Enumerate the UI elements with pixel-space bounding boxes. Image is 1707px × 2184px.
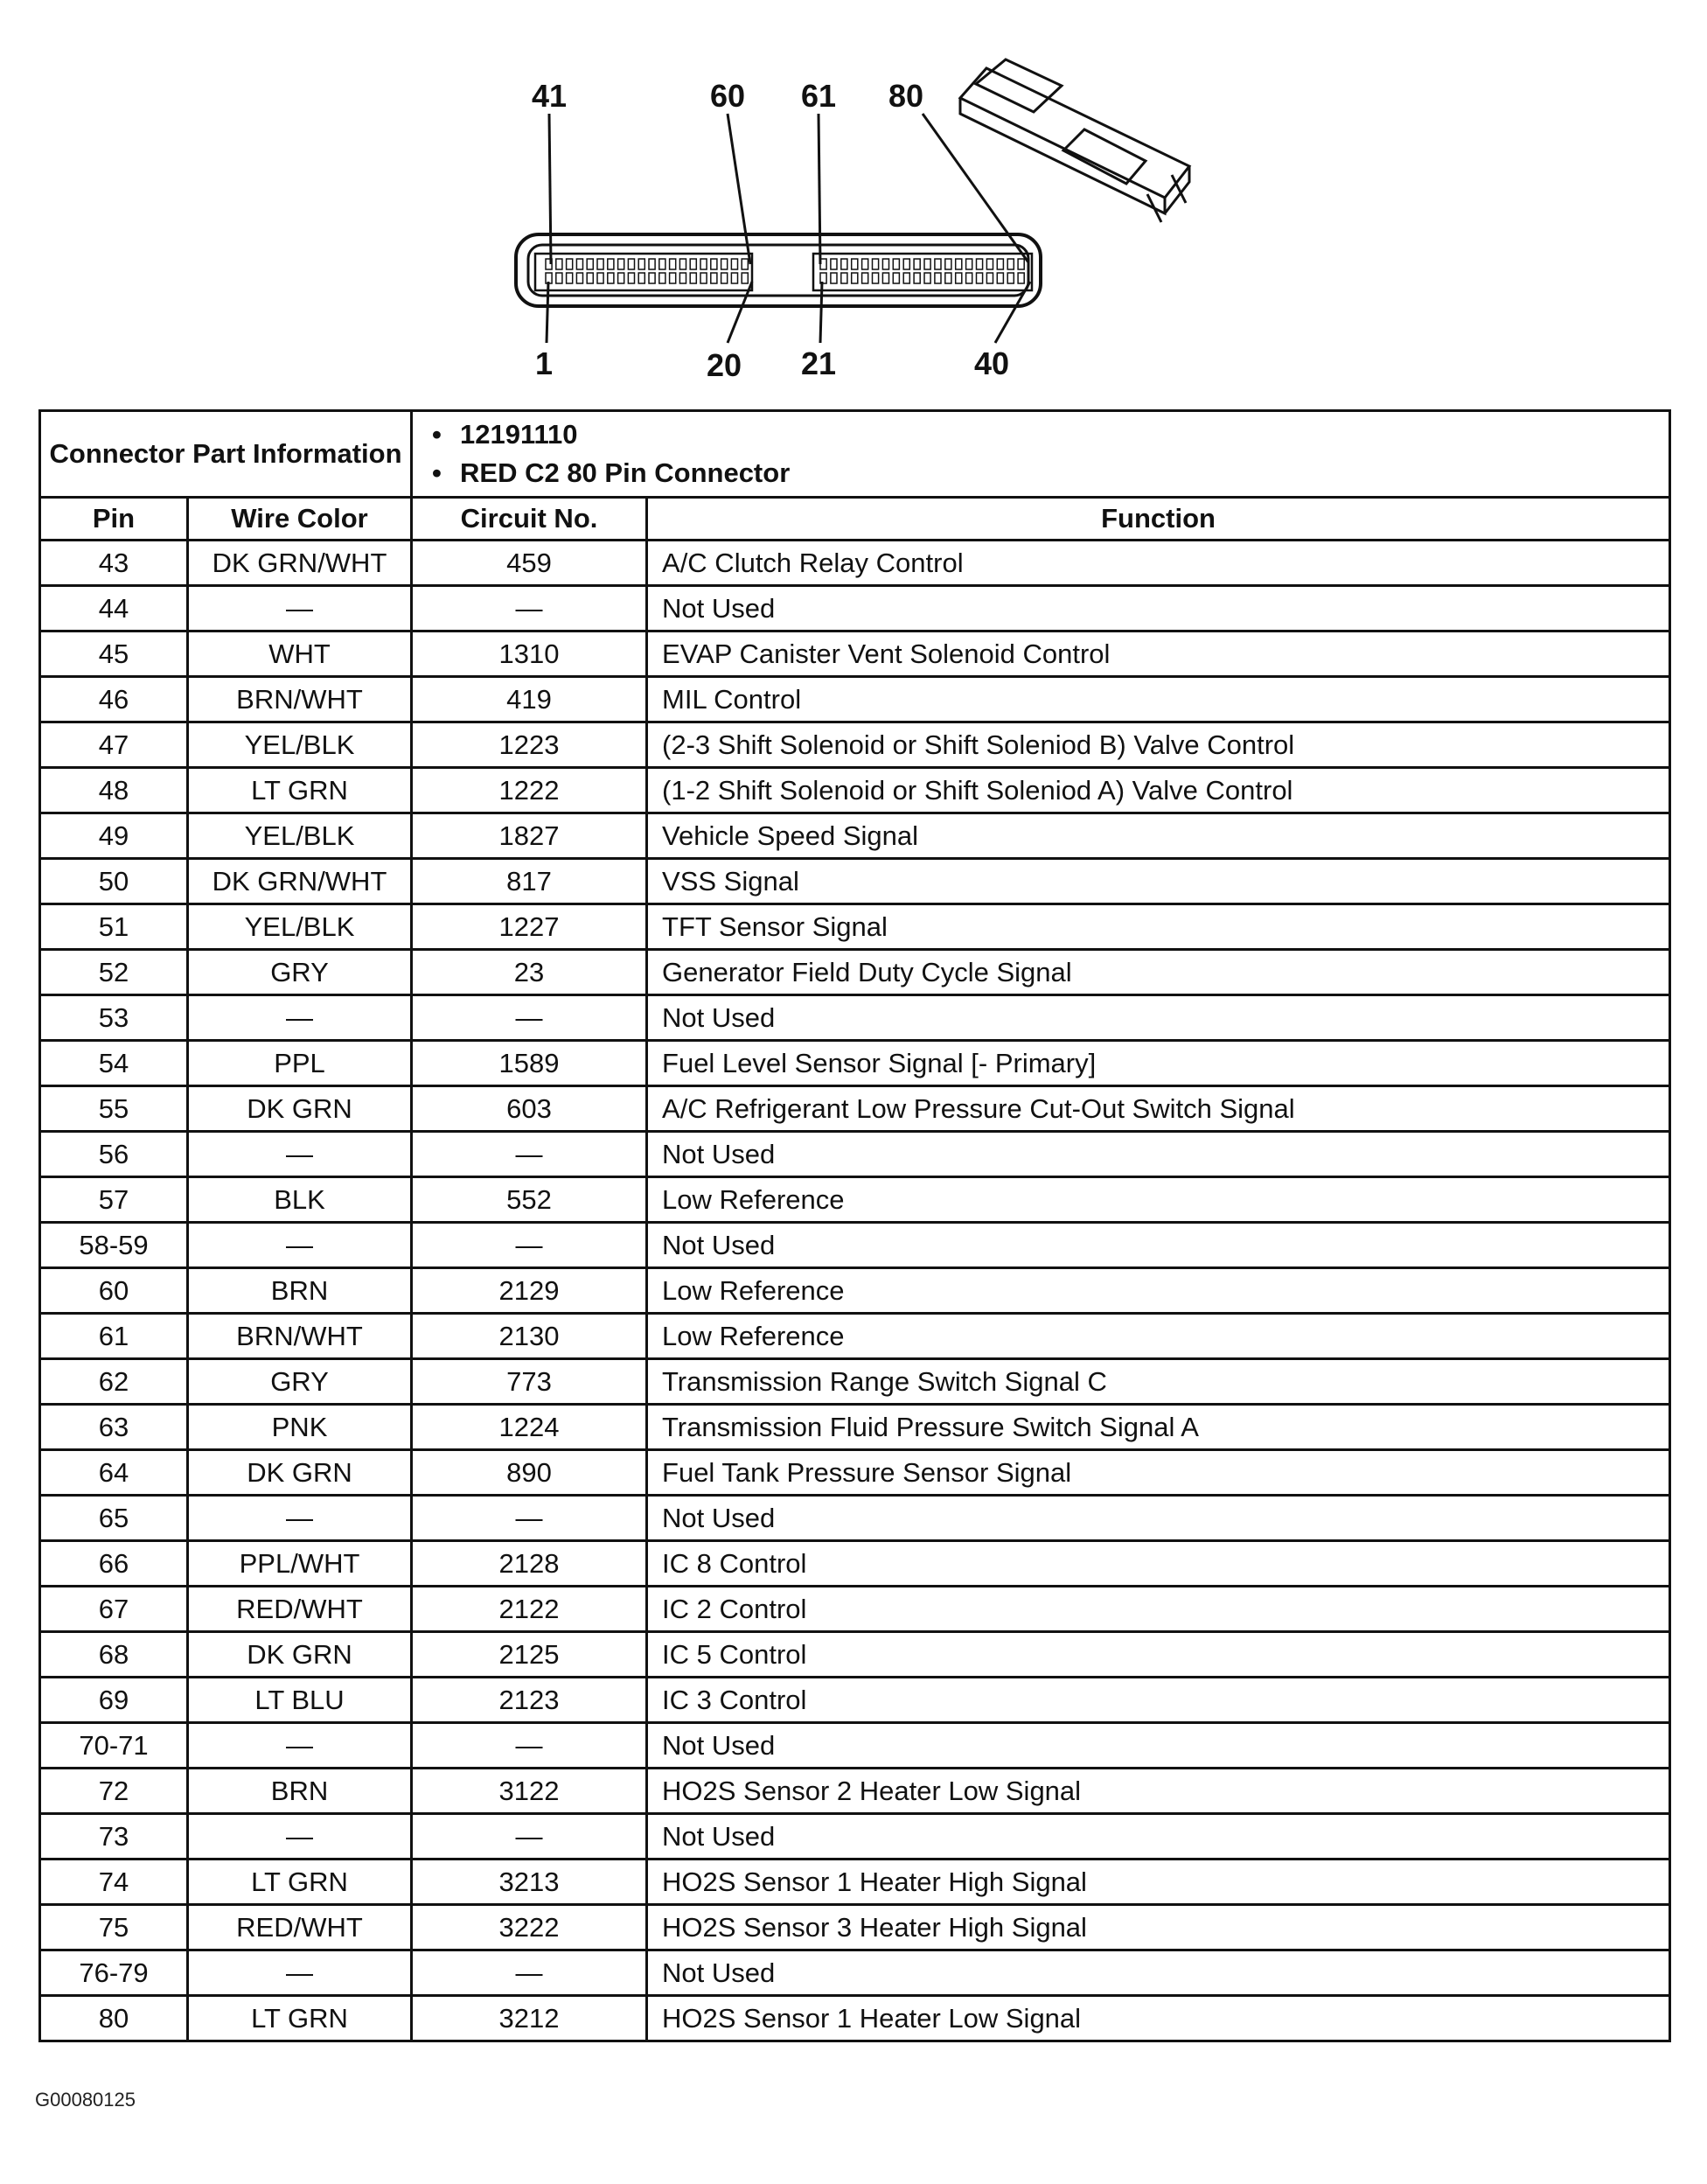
- wire-color-cell: BRN: [188, 1268, 412, 1314]
- leader-lines: [547, 114, 1030, 343]
- pin-cavity: [862, 259, 868, 269]
- circuit-cell: 552: [412, 1177, 647, 1223]
- wire-color-cell: BRN/WHT: [188, 677, 412, 722]
- pin-cavity: [742, 259, 748, 269]
- column-header-wire-color: Wire Color: [188, 498, 412, 541]
- pin-cavity: [628, 273, 634, 283]
- pin-label-top: 80: [888, 78, 924, 114]
- pin-cell: 45: [40, 631, 188, 677]
- wire-color-cell: YEL/BLK: [188, 904, 412, 950]
- pin-cavity: [690, 259, 696, 269]
- table-row: [40, 677, 1670, 722]
- circuit-cell: 2128: [412, 1541, 647, 1587]
- pin-cell: 60: [40, 1268, 188, 1314]
- pin-cavity: [649, 273, 655, 283]
- wire-color-cell: BRN/WHT: [188, 1314, 412, 1359]
- pin-cavity: [893, 259, 899, 269]
- pin-cavity: [711, 259, 717, 269]
- table-row: [40, 1860, 1670, 1905]
- function-cell: Not Used: [647, 586, 1670, 631]
- pin-cell: 49: [40, 813, 188, 859]
- pin-cavity: [670, 273, 676, 283]
- circuit-cell: 2125: [412, 1632, 647, 1678]
- circuit-cell: 3122: [412, 1769, 647, 1814]
- pin-cavity: [873, 259, 879, 269]
- pin-cavity: [587, 259, 593, 269]
- pin-cavity: [587, 273, 593, 283]
- pin-cell: 66: [40, 1541, 188, 1587]
- table-row: [40, 950, 1670, 995]
- pin-cell: 73: [40, 1814, 188, 1860]
- table-row: [40, 1086, 1670, 1132]
- pin-cell: 43: [40, 541, 188, 586]
- circuit-cell: 3212: [412, 1996, 647, 2041]
- table-row: [40, 631, 1670, 677]
- pinout-table: [38, 409, 1671, 2042]
- pin-cavity: [956, 259, 962, 269]
- pin-cell: 62: [40, 1359, 188, 1405]
- pin-cavity: [914, 259, 920, 269]
- pin-cavity: [556, 273, 562, 283]
- pin-cavity: [924, 259, 930, 269]
- pin-cell: 65: [40, 1496, 188, 1541]
- circuit-cell: —: [412, 1814, 647, 1860]
- function-cell: Transmission Fluid Pressure Switch Signal A: [647, 1405, 1670, 1450]
- circuit-cell: 419: [412, 677, 647, 722]
- wire-color-cell: —: [188, 1132, 412, 1177]
- pin-cavity: [597, 259, 603, 269]
- wire-color-cell: GRY: [188, 950, 412, 995]
- pin-cavity: [841, 259, 847, 269]
- table-row: [40, 904, 1670, 950]
- pin-cell: 67: [40, 1587, 188, 1632]
- wire-color-cell: —: [188, 586, 412, 631]
- function-cell: Not Used: [647, 995, 1670, 1041]
- table-row: [40, 1450, 1670, 1496]
- pin-cavity: [721, 259, 728, 269]
- pin-cell: 53: [40, 995, 188, 1041]
- function-cell: Fuel Level Sensor Signal [- Primary]: [647, 1041, 1670, 1086]
- pin-cavity: [700, 259, 707, 269]
- pin-cavity: [670, 259, 676, 269]
- connector-description: • RED C2 80 Pin Connector: [460, 454, 1669, 492]
- wire-color-cell: PPL/WHT: [188, 1541, 412, 1587]
- circuit-cell: —: [412, 1132, 647, 1177]
- function-cell: Fuel Tank Pressure Sensor Signal: [647, 1450, 1670, 1496]
- pin-cavity: [986, 273, 993, 283]
- circuit-cell: 1222: [412, 768, 647, 813]
- table-row: [40, 1905, 1670, 1950]
- wire-color-cell: DK GRN/WHT: [188, 859, 412, 904]
- pin-cell: 63: [40, 1405, 188, 1450]
- circuit-cell: 1589: [412, 1041, 647, 1086]
- pin-cavity: [1007, 259, 1014, 269]
- table-row: [40, 1769, 1670, 1814]
- wire-color-cell: —: [188, 1723, 412, 1769]
- pin-cavity: [831, 273, 837, 283]
- pin-cavity: [742, 273, 748, 283]
- wire-color-cell: —: [188, 1814, 412, 1860]
- table-row: [40, 1950, 1670, 1996]
- wire-color-cell: YEL/BLK: [188, 813, 412, 859]
- table-row: [40, 1132, 1670, 1177]
- wire-color-cell: —: [188, 1950, 412, 1996]
- function-cell: IC 5 Control: [647, 1632, 1670, 1678]
- circuit-cell: 890: [412, 1450, 647, 1496]
- pin-cavity: [945, 273, 951, 283]
- circuit-cell: 1223: [412, 722, 647, 768]
- pin-cavity: [1018, 259, 1024, 269]
- table-row: [40, 995, 1670, 1041]
- table-row: [40, 541, 1670, 586]
- table-row: [40, 813, 1670, 859]
- wire-color-cell: PNK: [188, 1405, 412, 1450]
- pin-cavity: [903, 259, 909, 269]
- pin-cavity: [903, 273, 909, 283]
- function-cell: IC 3 Control: [647, 1678, 1670, 1723]
- function-cell: HO2S Sensor 1 Heater Low Signal: [647, 1996, 1670, 2041]
- table-row: [40, 1359, 1670, 1405]
- table-row: [40, 1814, 1670, 1860]
- pin-cavity: [556, 259, 562, 269]
- pin-cell: 44: [40, 586, 188, 631]
- function-cell: Not Used: [647, 1496, 1670, 1541]
- pin-cell: 50: [40, 859, 188, 904]
- table-row: [40, 1041, 1670, 1086]
- function-cell: IC 8 Control: [647, 1541, 1670, 1587]
- function-cell: Not Used: [647, 1814, 1670, 1860]
- pin-label-bottom: 1: [534, 345, 554, 381]
- function-cell: TFT Sensor Signal: [647, 904, 1670, 950]
- function-cell: Not Used: [647, 1132, 1670, 1177]
- wire-color-cell: DK GRN: [188, 1450, 412, 1496]
- pin-cavity: [618, 273, 624, 283]
- table-row: [40, 1996, 1670, 2041]
- pin-cavity: [597, 273, 603, 283]
- column-header-circuit-no: Circuit No.: [412, 498, 647, 541]
- function-cell: (2-3 Shift Solenoid or Shift Soleniod B) Valve Control: [647, 722, 1670, 768]
- function-cell: Low Reference: [647, 1177, 1670, 1223]
- pin-cavity: [576, 273, 582, 283]
- pin-cavity: [873, 273, 879, 283]
- function-cell: Not Used: [647, 1950, 1670, 1996]
- wire-color-cell: —: [188, 995, 412, 1041]
- pin-cell: 47: [40, 722, 188, 768]
- function-cell: IC 2 Control: [647, 1587, 1670, 1632]
- table-row: [40, 1541, 1670, 1587]
- pin-cell: 55: [40, 1086, 188, 1132]
- connector-illustration: [0, 0, 1707, 394]
- pin-cavity: [935, 273, 941, 283]
- table-row: [40, 1678, 1670, 1723]
- circuit-cell: —: [412, 586, 647, 631]
- wire-color-cell: LT BLU: [188, 1678, 412, 1723]
- circuit-cell: —: [412, 995, 647, 1041]
- pin-cavity: [966, 273, 972, 283]
- pin-cell: 52: [40, 950, 188, 995]
- connector-pins: [535, 254, 1032, 290]
- pin-cell: 74: [40, 1860, 188, 1905]
- circuit-cell: 1310: [412, 631, 647, 677]
- table-row: [40, 586, 1670, 631]
- figure-code: G00080125: [35, 2089, 136, 2111]
- pin-cavity: [924, 273, 930, 283]
- wire-color-cell: BLK: [188, 1177, 412, 1223]
- pin-cavity: [882, 259, 888, 269]
- circuit-cell: 3213: [412, 1860, 647, 1905]
- wire-color-cell: PPL: [188, 1041, 412, 1086]
- function-cell: HO2S Sensor 3 Heater High Signal: [647, 1905, 1670, 1950]
- function-cell: A/C Refrigerant Low Pressure Cut-Out Switch Signal: [647, 1086, 1670, 1132]
- circuit-cell: 23: [412, 950, 647, 995]
- pin-cell: 46: [40, 677, 188, 722]
- circuit-cell: 1224: [412, 1405, 647, 1450]
- pin-cavity: [914, 273, 920, 283]
- pin-cavity: [997, 273, 1003, 283]
- pin-cell: 75: [40, 1905, 188, 1950]
- circuit-cell: 3222: [412, 1905, 647, 1950]
- function-cell: Low Reference: [647, 1268, 1670, 1314]
- pin-cell: 54: [40, 1041, 188, 1086]
- pin-cavity: [1018, 273, 1024, 283]
- function-cell: Transmission Range Switch Signal C: [647, 1359, 1670, 1405]
- pin-cavity: [831, 259, 837, 269]
- pin-cavity: [731, 259, 737, 269]
- pin-cell: 69: [40, 1678, 188, 1723]
- pin-cell: 72: [40, 1769, 188, 1814]
- pin-cavity: [721, 273, 728, 283]
- pin-cavity: [608, 259, 614, 269]
- connector-part-number: • 12191110: [460, 415, 1669, 454]
- pin-cavity: [977, 273, 983, 283]
- wire-color-cell: BRN: [188, 1769, 412, 1814]
- table-row: [40, 859, 1670, 904]
- pin-cavity: [690, 273, 696, 283]
- pin-cavity: [935, 259, 941, 269]
- wire-color-cell: DK GRN: [188, 1632, 412, 1678]
- pin-cavity: [638, 259, 644, 269]
- pin-label-top: 41: [531, 78, 568, 114]
- function-cell: Low Reference: [647, 1314, 1670, 1359]
- pin-cavity: [567, 259, 573, 269]
- function-cell: Vehicle Speed Signal: [647, 813, 1670, 859]
- pin-cavity: [679, 273, 686, 283]
- pin-cavity: [862, 273, 868, 283]
- pin-cell: 70-71: [40, 1723, 188, 1769]
- pin-cavity: [576, 259, 582, 269]
- table-row: [40, 1177, 1670, 1223]
- connector-info-row: [40, 411, 1670, 498]
- table-row: [40, 1723, 1670, 1769]
- circuit-cell: 603: [412, 1086, 647, 1132]
- connector-isometric-icon: [960, 59, 1189, 222]
- function-cell: (1-2 Shift Solenoid or Shift Soleniod A) Valve Control: [647, 768, 1670, 813]
- function-cell: Not Used: [647, 1723, 1670, 1769]
- pin-cavity: [679, 259, 686, 269]
- pin-cell: 57: [40, 1177, 188, 1223]
- pin-label-bottom: 40: [973, 345, 1010, 381]
- table-row: [40, 1314, 1670, 1359]
- function-cell: Not Used: [647, 1223, 1670, 1268]
- function-cell: EVAP Canister Vent Solenoid Control: [647, 631, 1670, 677]
- pin-cavity: [977, 259, 983, 269]
- table-row: [40, 1223, 1670, 1268]
- pin-cavity: [618, 259, 624, 269]
- wire-color-cell: WHT: [188, 631, 412, 677]
- circuit-cell: 2122: [412, 1587, 647, 1632]
- pin-cavity: [882, 273, 888, 283]
- circuit-cell: 1827: [412, 813, 647, 859]
- pin-cavity: [638, 273, 644, 283]
- column-header-function: Function: [647, 498, 1670, 541]
- pin-cavity: [945, 259, 951, 269]
- pin-cavity: [608, 273, 614, 283]
- function-cell: HO2S Sensor 1 Heater High Signal: [647, 1860, 1670, 1905]
- pin-label-top: 61: [800, 78, 837, 114]
- table-row: [40, 1632, 1670, 1678]
- pin-cavity: [731, 273, 737, 283]
- pin-cavity: [966, 259, 972, 269]
- pin-cavity: [841, 273, 847, 283]
- pin-label-top: 60: [709, 78, 746, 114]
- wire-color-cell: DK GRN/WHT: [188, 541, 412, 586]
- wire-color-cell: GRY: [188, 1359, 412, 1405]
- pin-cavity: [700, 273, 707, 283]
- circuit-cell: —: [412, 1723, 647, 1769]
- pin-cavity: [1007, 273, 1014, 283]
- pin-cavity: [986, 259, 993, 269]
- circuit-cell: 459: [412, 541, 647, 586]
- pin-cavity: [649, 259, 655, 269]
- pin-cell: 56: [40, 1132, 188, 1177]
- connector-info-values: [412, 411, 1670, 498]
- wire-color-cell: RED/WHT: [188, 1905, 412, 1950]
- wire-color-cell: DK GRN: [188, 1086, 412, 1132]
- function-cell: HO2S Sensor 2 Heater Low Signal: [647, 1769, 1670, 1814]
- pin-cavity: [711, 273, 717, 283]
- pin-cavity: [893, 273, 899, 283]
- pin-cell: 64: [40, 1450, 188, 1496]
- pin-cavity: [659, 259, 665, 269]
- pin-cell: 61: [40, 1314, 188, 1359]
- wire-color-cell: LT GRN: [188, 1860, 412, 1905]
- connector-inner-rim: [528, 245, 1028, 296]
- function-cell: Generator Field Duty Cycle Signal: [647, 950, 1670, 995]
- pin-cell: 58-59: [40, 1223, 188, 1268]
- pin-cavity: [956, 273, 962, 283]
- circuit-cell: 2129: [412, 1268, 647, 1314]
- pin-cell: 68: [40, 1632, 188, 1678]
- circuit-cell: —: [412, 1223, 647, 1268]
- table-row: [40, 1268, 1670, 1314]
- circuit-cell: 817: [412, 859, 647, 904]
- connector-diagram: [0, 0, 1707, 394]
- connector-info-label: Connector Part Information: [40, 411, 412, 498]
- pin-label-bottom: 21: [800, 345, 837, 381]
- table-row: [40, 1587, 1670, 1632]
- wire-color-cell: LT GRN: [188, 1996, 412, 2041]
- pin-cell: 51: [40, 904, 188, 950]
- circuit-cell: 2123: [412, 1678, 647, 1723]
- pin-cavity: [628, 259, 634, 269]
- circuit-cell: —: [412, 1950, 647, 1996]
- function-cell: MIL Control: [647, 677, 1670, 722]
- wire-color-cell: LT GRN: [188, 768, 412, 813]
- circuit-cell: 1227: [412, 904, 647, 950]
- pin-cavity: [852, 273, 858, 283]
- pin-cavity: [997, 259, 1003, 269]
- pin-cavity: [659, 273, 665, 283]
- pin-cell: 80: [40, 1996, 188, 2041]
- pin-cell: 48: [40, 768, 188, 813]
- wire-color-cell: YEL/BLK: [188, 722, 412, 768]
- table-row: [40, 1405, 1670, 1450]
- function-cell: VSS Signal: [647, 859, 1670, 904]
- circuit-cell: 773: [412, 1359, 647, 1405]
- circuit-cell: —: [412, 1496, 647, 1541]
- pin-label-bottom: 20: [706, 347, 742, 383]
- table-row: [40, 768, 1670, 813]
- function-cell: A/C Clutch Relay Control: [647, 541, 1670, 586]
- column-header-pin: Pin: [40, 498, 188, 541]
- pin-cavity: [567, 273, 573, 283]
- table-header-row: [40, 498, 1670, 541]
- table-row: [40, 1496, 1670, 1541]
- wire-color-cell: —: [188, 1223, 412, 1268]
- pin-cell: 76-79: [40, 1950, 188, 1996]
- table-row: [40, 722, 1670, 768]
- pin-cavity: [852, 259, 858, 269]
- circuit-cell: 2130: [412, 1314, 647, 1359]
- wire-color-cell: RED/WHT: [188, 1587, 412, 1632]
- wire-color-cell: —: [188, 1496, 412, 1541]
